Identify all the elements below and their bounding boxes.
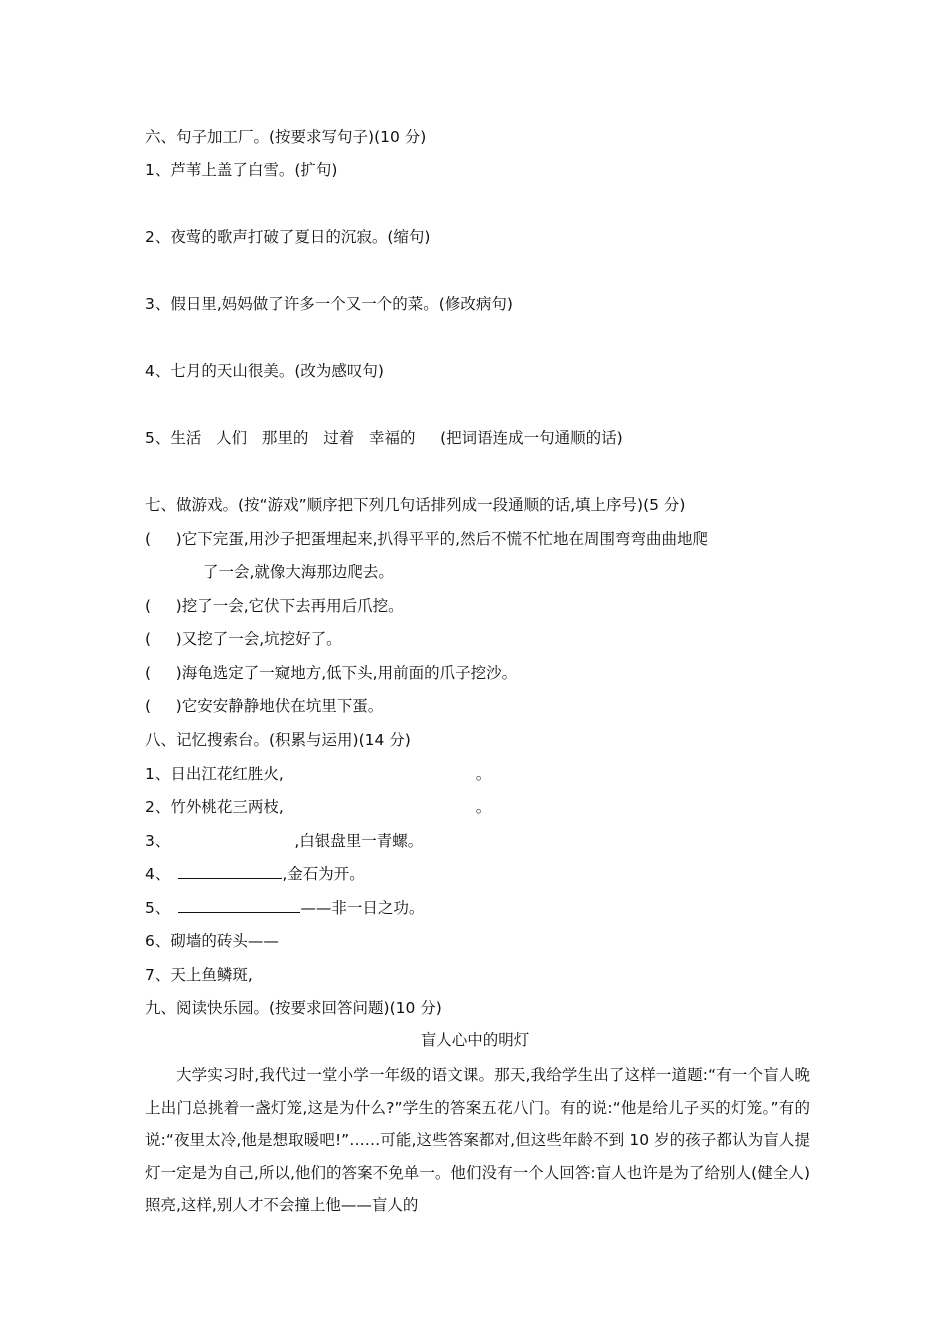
section-7-item-3: ( )又挖了一会,坑挖好了。 (145, 630, 342, 648)
xiehouyu-line-6: 6、砌墙的砖头—— (145, 932, 279, 950)
section-6-item-4: 4、七月的天山很美。(改为感叹句) (145, 362, 384, 380)
proverb-line-4-num: 4、 (145, 865, 171, 883)
section-6-item-3: 3、假日里,妈妈做了许多一个又一个的菜。(修改病句) (145, 295, 513, 313)
section-8-heading: 八、记忆搜索台。(积累与运用)(14 分) (145, 731, 411, 749)
section-6-item-2: 2、夜莺的歌声打破了夏日的沉寂。(缩句) (145, 228, 431, 246)
section-7-item-1: ( )它下完蛋,用沙子把蛋埋起来,扒得平平的,然后不慌不忙地在周围弯弯曲曲地爬 (145, 530, 709, 548)
reading-title: 盲人心中的明灯 (420, 1031, 530, 1049)
section-6-heading: 六、句子加工厂。(按要求写句子)(10 分) (145, 128, 427, 146)
poem-line-3 (145, 831, 423, 851)
section-6-item-5: 5、生活 人们 那里的 过着 幸福的 (把词语连成一句通顺的话) (145, 429, 623, 447)
section-9-heading: 九、阅读快乐园。(按要求回答问题)(10 分) (145, 999, 442, 1017)
poem-line-3-num: 3、 (145, 832, 171, 850)
poem-line-1-end: 。 (475, 765, 492, 783)
reading-paragraph: 大学实习时,我代过一堂小学一年级的语文课。那天,我给学生出了这样一道题:“有一个盲人晚上出门总挑着一盏灯笼,这是为什么?”学生的答案五花八门。有的说:“他是给儿子买的灯笼。”有的说:“夜里太冷,他是想取暖吧!”……可能,这些答案都对,但这些年龄不到 10 岁的孩子都认为盲人提灯一定是为自己,所以,他们的答案不免单一。他们没有一个人回答:盲人也许是为了给别人(健全人)照亮,这样,别人才不会撞上他——盲人的 (145, 1066, 810, 1215)
poem-line-3-text: ,白银盘里一青螺。 (294, 832, 424, 850)
section-7-item-1-continued: 了一会,就像大海那边爬去。 (203, 563, 394, 581)
proverb-line-5-blank (178, 898, 300, 913)
poem-line-2-text: 2、竹外桃花三两枝, (145, 798, 284, 816)
section-6-item-1: 1、芦苇上盖了白雪。(扩句) (145, 161, 338, 179)
poem-line-2 (145, 797, 491, 817)
section-7-item-2: ( )挖了一会,它伏下去再用后爪挖。 (145, 597, 404, 615)
proverb-line-4-text: ,金石为开。 (282, 865, 365, 883)
proverb-line-4 (145, 864, 365, 884)
proverb-line-4-blank (178, 864, 282, 879)
poem-line-2-end: 。 (475, 798, 492, 816)
poem-line-1 (145, 764, 491, 784)
proverb-line-5-num: 5、 (145, 899, 171, 917)
section-7-heading: 七、做游戏。(按“游戏”顺序把下列几句话排列成一段通顺的话,填上序号)(5 分) (145, 496, 686, 514)
section-7-item-4: ( )海龟选定了一窥地方,低下头,用前面的爪子挖沙。 (145, 664, 518, 682)
proverb-line-7: 7、天上鱼鳞斑, (145, 966, 253, 984)
poem-line-1-text: 1、日出江花红胜火, (145, 765, 284, 783)
proverb-line-5-text: ——非一日之功。 (300, 899, 425, 917)
proverb-line-5 (145, 898, 424, 918)
section-7-item-5: ( )它安安静静地伏在坑里下蛋。 (145, 697, 384, 715)
